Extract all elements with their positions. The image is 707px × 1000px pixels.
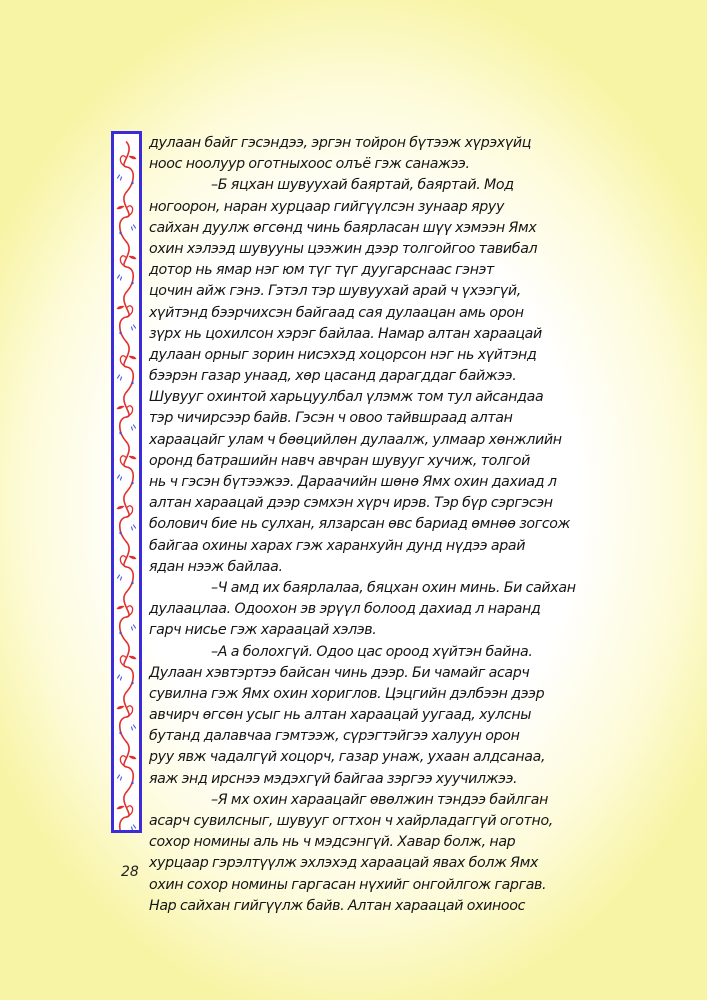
text-line: цочин айж гэнэ. Гэтэл тэр шувуухай арай ч үхээгүй, xyxy=(149,283,521,300)
text-line: Нар сайхан гийгүүлж байв. Алтан хараацай охиноос xyxy=(149,897,526,914)
text-line: тэр чичирсээр байв. Гэсэн ч овоо тайвшраад алтан xyxy=(149,410,513,427)
text-line: дулаацлаа. Одоохон эв эрүүл болоод дахиад л наранд xyxy=(149,601,541,618)
text-line: хараацайг улам ч бөөцийлөн дулаалж, улмаар хөнжлийн xyxy=(149,431,562,448)
text-line: охин хэлээд шувууны цээжин дээр толгойгоо тавибал xyxy=(149,240,538,257)
text-line: сайхан дуулж өгсөнд чинь баярласан шүү хэмээн Ямх xyxy=(149,219,537,236)
text-line: –Я мх охин хараацайг өвөлжин тэндээ байлган xyxy=(211,791,549,808)
text-line: хүйтэнд бээрчихсэн байгаад сая дулаацан амь орон xyxy=(149,304,524,321)
text-line: сувилна гэж Ямх охин хориглов. Цэцгийн дэлбээн дээр xyxy=(149,685,545,702)
story-text xyxy=(149,133,604,917)
text-line: байгаа охины харах гэж харанхуйн дунд нүдээ арай xyxy=(149,537,526,554)
text-line: –А а болохгүй. Одоо цас ороод хүйтэн байна. xyxy=(211,643,533,660)
page-number: 28 xyxy=(121,864,139,880)
text-line: зүрх нь цохилсон хэрэг байлаа. Намар алтан хараацай xyxy=(149,325,542,342)
text-line: дотор нь ямар нэг юм түг түг дуугарснаас гэнэт xyxy=(149,262,494,279)
text-line: Дулаан хэвтэртээ байсан чинь дээр. Би чамайг асарч xyxy=(149,664,530,681)
text-line: алтан хараацай дээр сэмхэн хүрч ирэв. Тэр бүр сэргэсэн xyxy=(149,495,553,512)
text-line: сохор номины аль нь ч мэдсэнгүй. Хавар болж, нар xyxy=(149,834,516,851)
text-line: охин сохор номины гаргасан нүхийг онгойлгож гаргав. xyxy=(149,876,547,893)
text-line: гарч нисье гэж хараацай хэлэв. xyxy=(149,622,377,639)
text-line: болович бие нь сулхан, ялзарсан өвс бариад өмнөө зогсож xyxy=(149,516,571,533)
ornament-vine-icon xyxy=(114,134,139,830)
text-line: бээрэн газар унаад, хөр цасанд дарагддаг байжээ. xyxy=(149,368,517,385)
text-line: дулаан орныг зорин нисэхэд хоцорсон нэг нь хүйтэнд xyxy=(149,346,537,363)
text-line: бутанд далавчаа гэмтээж, сүрэгтэйгээ халуун орон xyxy=(149,728,520,745)
text-line: –Ч амд их баярлалаа, бяцхан охин минь. Би сайхан xyxy=(211,579,576,596)
text-line: руу явж чадалгүй хоцорч, газар унаж, ухаан алдсанаа, xyxy=(149,749,546,766)
text-line: ядан нээж байлаа. xyxy=(149,558,283,575)
text-line: дулаан байг гэсэндээ, эргэн тойрон бүтээж хүрэхүйц xyxy=(149,135,532,151)
text-line: яаж энд ирснээ мэдэхгүй байгаа зэргээ хуучилжээ. xyxy=(149,770,518,787)
text-line: хурцаар гэрэлтүүлж эхлэхэд хараацай явах болж Ямх xyxy=(149,855,539,872)
text-line: оронд батрашийн навч авчран шувууг хучиж, толгой xyxy=(149,452,530,469)
text-line: –Б яцхан шувуухай баяртай, баяртай. Мод xyxy=(211,177,514,194)
decorative-border xyxy=(111,131,142,833)
text-line: нь ч гэсэн бүтээжээ. Дараачийн шөнө Ямх охин дахиад л xyxy=(149,474,557,490)
text-line: ногоорон, наран хурцаар гийгүүлсэн зунаар яруу xyxy=(149,198,504,215)
text-line: асарч сувилсныг, шувууг огтхон ч хайрладаггүй оготно, xyxy=(149,813,553,829)
text-line: авчирч өгсөн усыг нь алтан хараацай уугаад, хулсны xyxy=(149,707,532,724)
text-line: Шувууг охинтой харьцуулбал үлэмж том тул айсандаа xyxy=(149,389,544,406)
text-line: ноос ноолуур оготныхоос олъё гэж санажээ. xyxy=(149,156,470,173)
